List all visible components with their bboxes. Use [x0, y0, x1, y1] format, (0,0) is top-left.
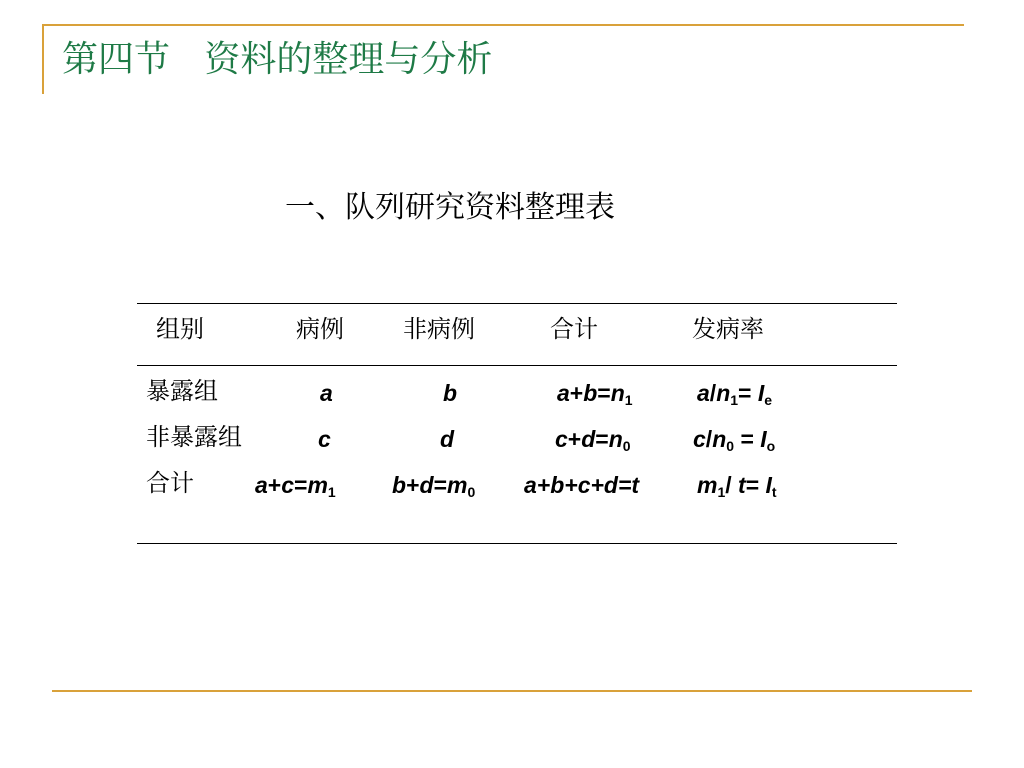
- cell-total-noncase: $b+d=m_0$: [392, 472, 476, 500]
- row-label-unexposed: 非暴露组: [146, 423, 242, 451]
- cell-total-case: $a+c=m_1$: [255, 472, 336, 500]
- header-noncase: 非病例: [403, 315, 475, 343]
- cell-unexposed-total: $c+d=n_0$: [555, 426, 631, 454]
- cell-unexposed-case: c: [318, 426, 331, 452]
- row-label-total: 合计: [146, 469, 194, 497]
- header-rate: 发病率: [692, 315, 764, 343]
- cell-exposed-total: $a+b=n_1$: [557, 380, 633, 408]
- top-decor-line: [42, 24, 964, 26]
- table-top-rule: [137, 303, 897, 304]
- header-case: 病例: [296, 315, 344, 343]
- cell-exposed-noncase: b: [443, 380, 458, 406]
- table-header-rule: [137, 365, 897, 366]
- cell-unexposed-noncase: d: [440, 426, 455, 452]
- cell-unexposed-rate: $c/n_0 = I_o$: [693, 426, 776, 454]
- cell-total-rate: $m_1/$ $t= I_t$: [697, 472, 777, 500]
- row-label-exposed: 暴露组: [146, 377, 218, 405]
- header-group: 组别: [156, 315, 204, 343]
- header-total: 合计: [550, 315, 598, 343]
- slide-title: 第四节 资料的整理与分析: [62, 39, 493, 80]
- table-bottom-rule: [137, 543, 897, 544]
- cell-total-total: a+b+c+d=t: [524, 472, 640, 498]
- cell-exposed-case: a: [320, 380, 333, 406]
- left-decor-bar: [42, 24, 44, 94]
- table-subtitle: 一、队列研究资料整理表: [285, 190, 615, 225]
- bottom-decor-line: [52, 690, 972, 692]
- cell-exposed-rate: $a/n_1= I_e$: [697, 380, 773, 408]
